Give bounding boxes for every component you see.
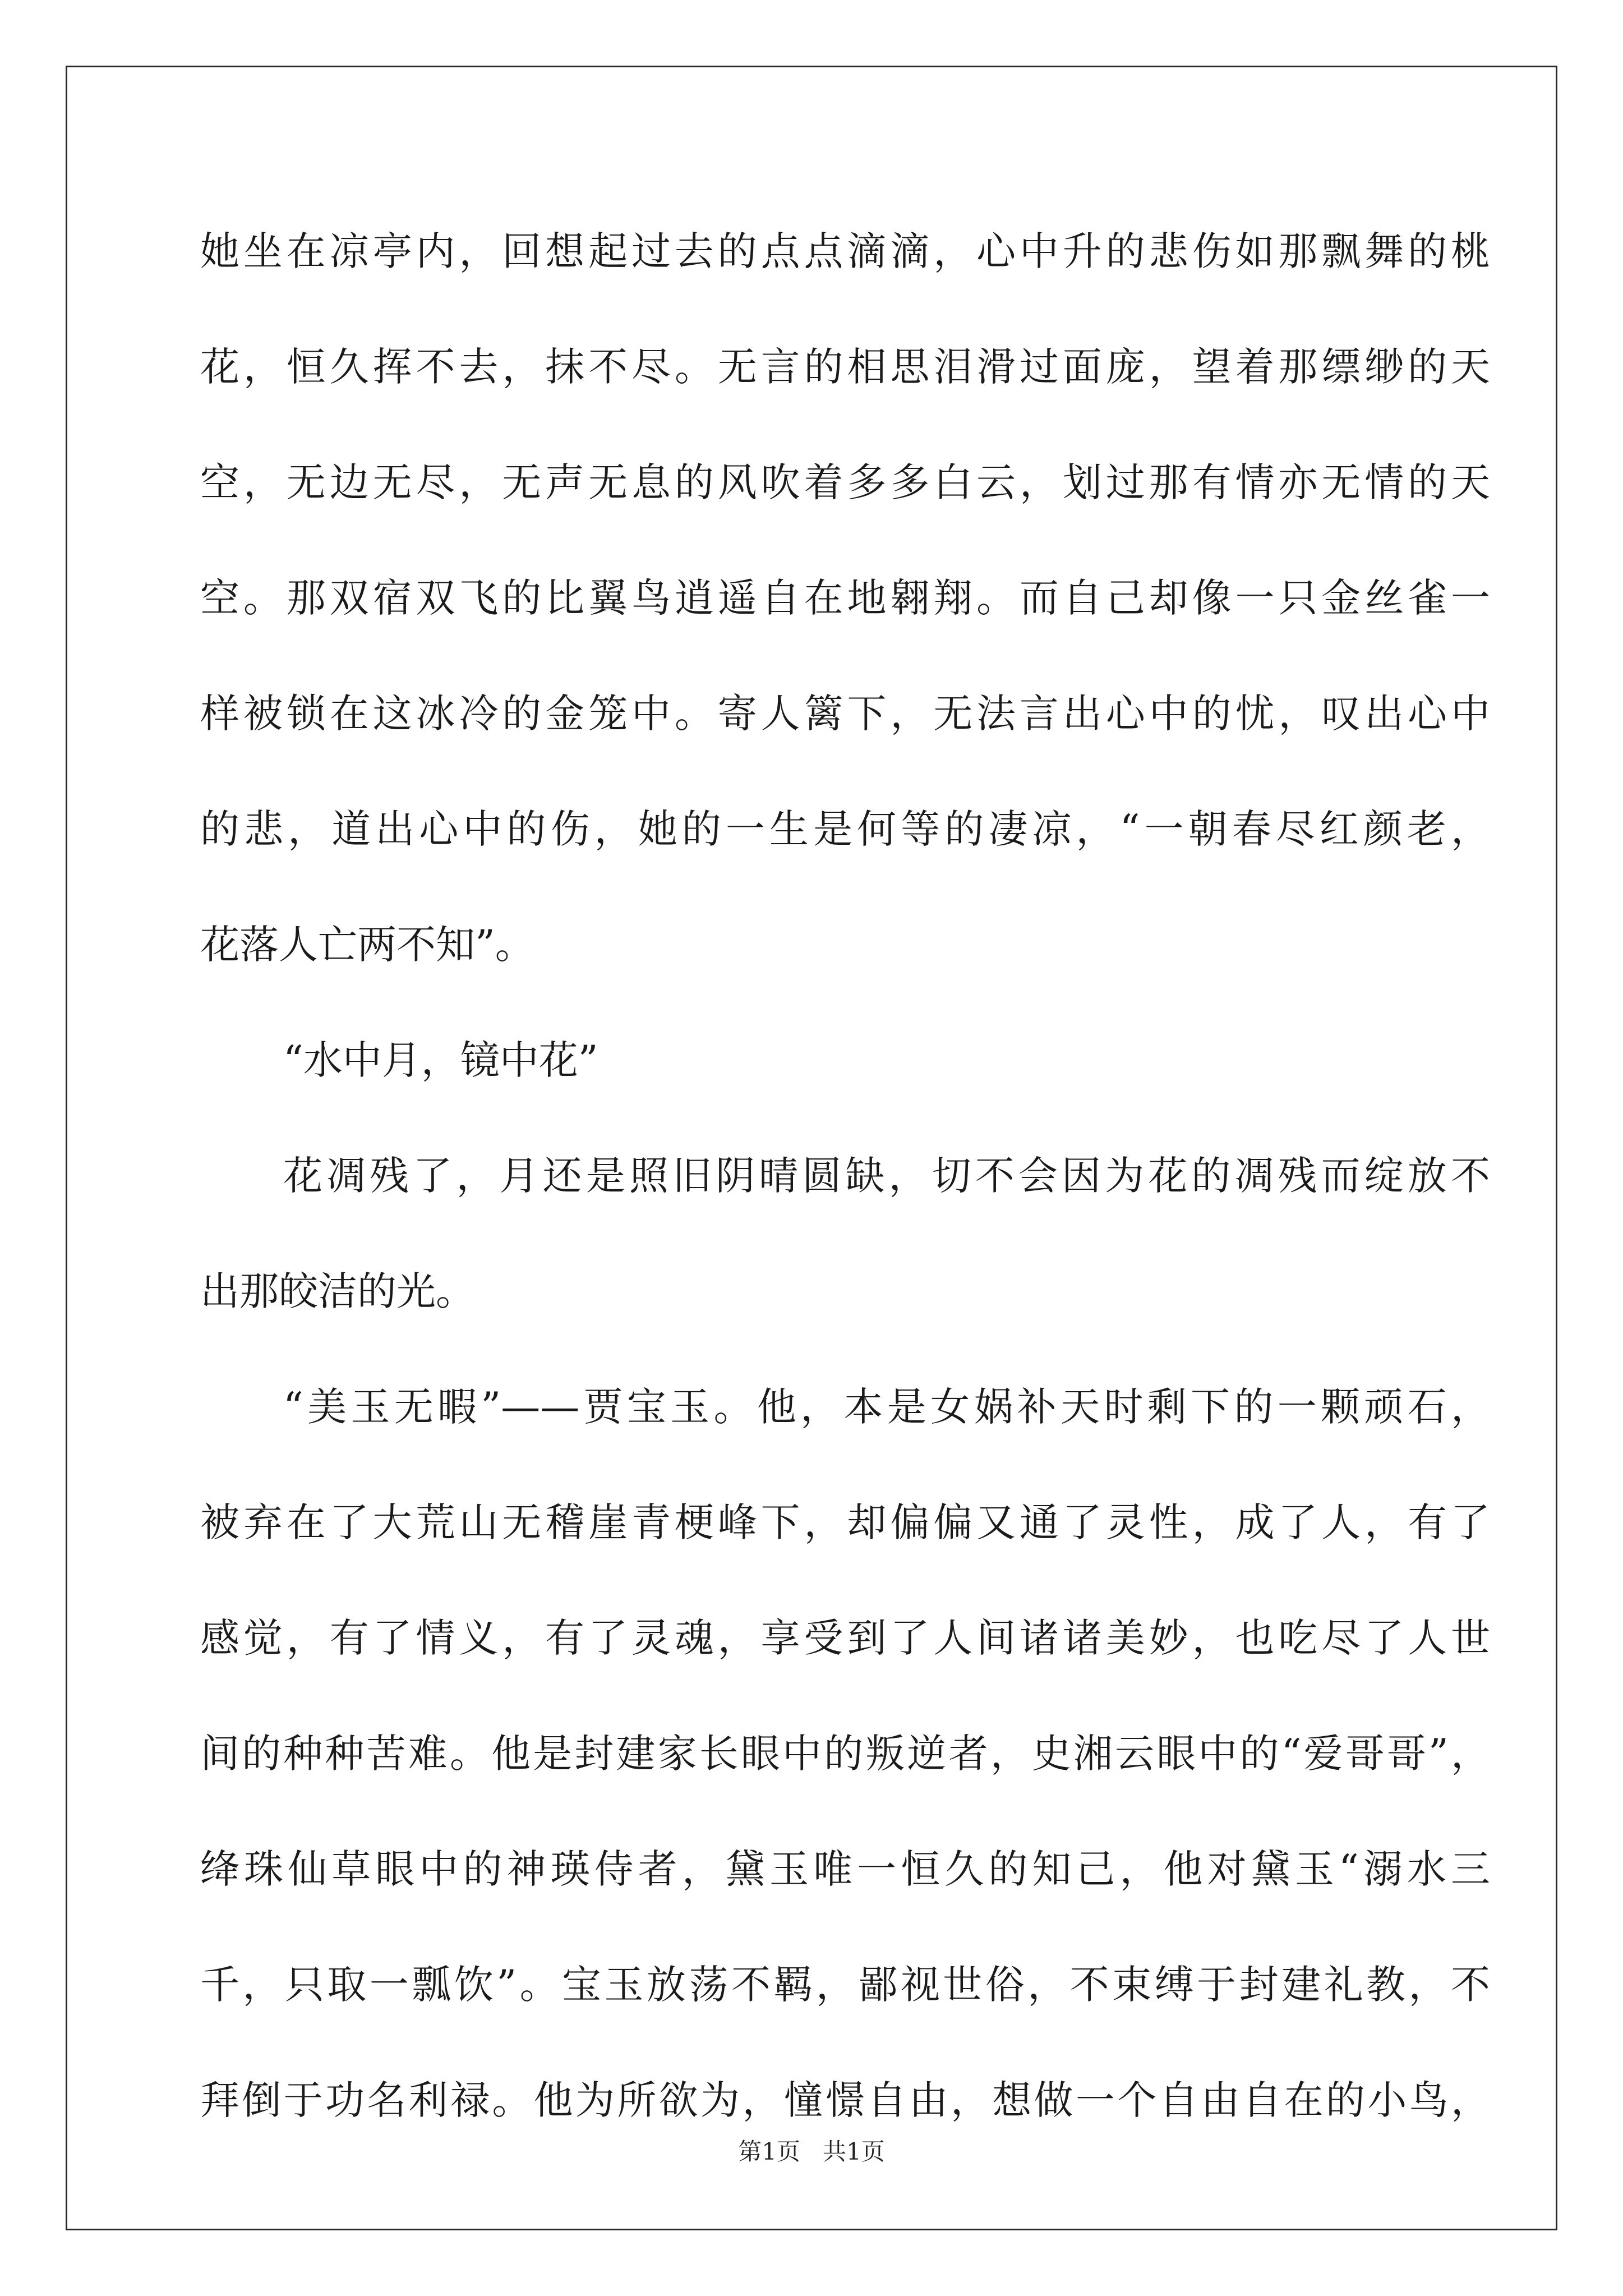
text-line: 她坐在凉亭内，回想起过去的点点滴滴，心中升的悲伤如那飘舞的桃 (200, 228, 1490, 274)
text-line: 拜倒于功名利禄。他为所欲为，憧憬自由，想做一个自由自在的小鸟， (200, 2077, 1490, 2123)
text-line: 花落人亡两不知”。 (200, 922, 534, 968)
document-body (200, 218, 1490, 2182)
text-line: 空，无边无尽，无声无息的风吹着多多白云，划过那有情亦无情的天 (200, 459, 1490, 505)
text-line: 花凋残了，月还是照旧阴晴圆缺，切不会因为花的凋残而绽放不 (283, 1153, 1490, 1199)
text-line: 感觉，有了情义，有了灵魂，享受到了人间诸诸美妙，也吃尽了人世 (200, 1615, 1490, 1661)
text-line: 花，恒久挥不去，抹不尽。无言的相思泪滑过面庞，望着那缥缈的天 (200, 344, 1490, 390)
text-line: 千，只取一瓢饮”。宝玉放荡不羁，鄙视世俗，不束缚于封建礼教，不 (200, 1962, 1490, 2008)
section-heading: “水中月，镜中花” (283, 1037, 598, 1083)
text-line: 间的种种苦难。他是封建家长眼中的叛逆者，史湘云眼中的“爱哥哥”， (200, 1731, 1490, 1777)
text-line: 空。那双宿双飞的比翼鸟逍遥自在地翱翔。而自己却像一只金丝雀一 (200, 575, 1490, 621)
page-footer (0, 2136, 1623, 2168)
text-line: 出那皎洁的光。 (200, 1268, 475, 1314)
text-line: 被弃在了大荒山无稽崖青梗峰下，却偏偏又通了灵性，成了人，有了 (200, 1499, 1490, 1545)
text-line: 绛珠仙草眼中的神瑛侍者，黛玉唯一恒久的知己，他对黛玉“溺水三 (200, 1846, 1490, 1892)
page-number: 第1页 (738, 2138, 800, 2165)
page-total: 共1页 (823, 2138, 885, 2165)
text-line: 样被锁在这冰冷的金笼中。寄人篱下，无法言出心中的忧，叹出心中 (200, 691, 1490, 737)
text-line: 的悲，道出心中的伤，她的一生是何等的凄凉，“一朝春尽红颜老， (200, 806, 1490, 852)
text-line: “美玉无暇”——贾宝玉。他，本是女娲补天时剩下的一颗顽石， (283, 1384, 1490, 1430)
